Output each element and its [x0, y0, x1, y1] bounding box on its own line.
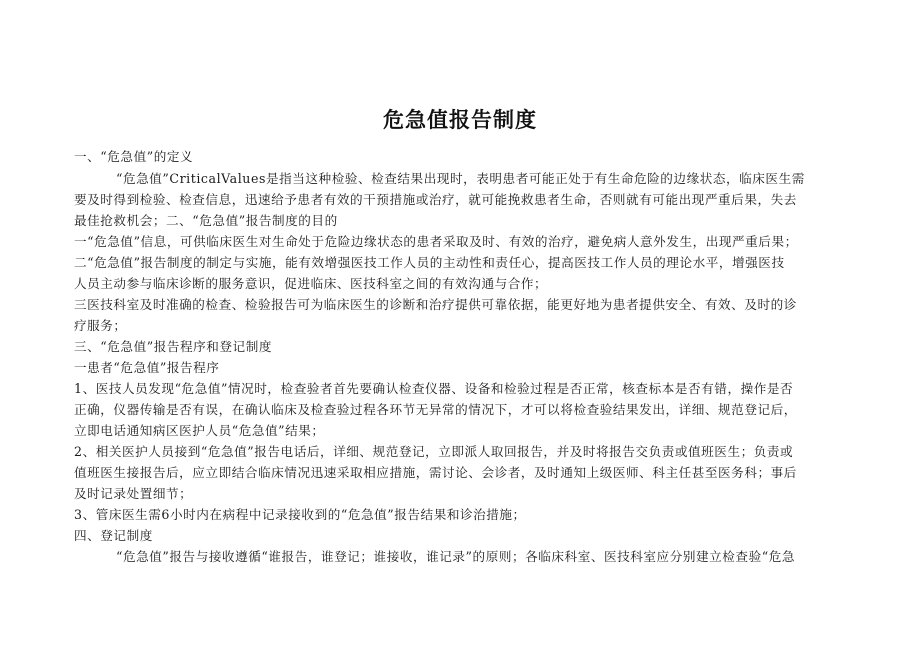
paragraph-line: 正确，仪器传输是否有误，在确认临床及检查验过程各环节无异常的情况下，才可以将检查验结果发出，详细、规范登记后， [74, 402, 797, 417]
section-heading: 三、“危急值”报告程序和登记制度 [74, 339, 272, 354]
document-title: 危急值报告制度 [383, 108, 537, 132]
paragraph-line: “危急值”CriticalValues是指当这种检验、检查结果出现时，表明患者可能正处于有生命危险的边缘状态，临床医生需 [116, 171, 805, 186]
paragraph-line: 一“危急值”信息，可供临床医生对生命处于危险边缘状态的患者采取及时、有效的治疗，避免病人意外发生，出现严重后果； [74, 234, 798, 249]
paragraph-line: 人员主动参与临床诊断的服务意识，促进临床、医技科室之间的有效沟通与合作； [74, 276, 548, 291]
paragraph-line: 3、管床医生需6小时内在病程中记录接收到的“危急值”报告结果和诊治措施； [74, 507, 526, 522]
section-heading: 四、登记制度 [74, 528, 153, 543]
paragraph-line: 2、相关医护人员接到“危急值”报告电话后，详细、规范登记，立即派人取回报告，并及时将报告交负责或值班医生；负责或 [74, 444, 794, 459]
paragraph-line: “危急值”报告与接收遵循“谁报告，谁登记；谁接收，谁记录”的原则；各临床科室、医技科室应分别建立检查验“危急 [116, 549, 795, 564]
paragraph-line: 1、医技人员发现“危急值”情况时，检查验者首先要确认检查仪器、设备和检验过程是否正常，核查标本是否有错，操作是否 [74, 381, 794, 396]
subsection-heading: 一患者“危急值”报告程序 [74, 360, 220, 375]
paragraph-line: 疗服务； [74, 318, 127, 333]
paragraph-line: 及时记录处置细节； [74, 486, 193, 501]
paragraph-line: 三医技科室及时准确的检查、检验报告可为临床医生的诊断和治疗提供可靠依据，能更好地为患者提供安全、有效、及时的诊 [74, 297, 797, 312]
paragraph-line: 二“危急值”报告制度的制定与实施，能有效增强医技工作人员的主动性和责任心，提高医技工作人员的理论水平，增强医技 [74, 255, 785, 270]
section-heading: 一、“危急值”的定义 [74, 149, 194, 164]
paragraph-line: 立即电话通知病区医护人员“危急值”结果； [74, 423, 325, 438]
paragraph-line: 要及时得到检验、检查信息，迅速给予患者有效的干预措施或治疗，就可能挽救患者生命，否则就有可能出现严重后果，失去 [74, 192, 797, 207]
paragraph-line: 最佳抢救机会；二、“危急值”报告制度的目的 [74, 213, 338, 228]
paragraph-line: 值班医生接报告后，应立即结合临床情况迅速采取相应措施，需讨论、会诊者，及时通知上级医师、科主任甚至医务科；事后 [74, 465, 797, 480]
